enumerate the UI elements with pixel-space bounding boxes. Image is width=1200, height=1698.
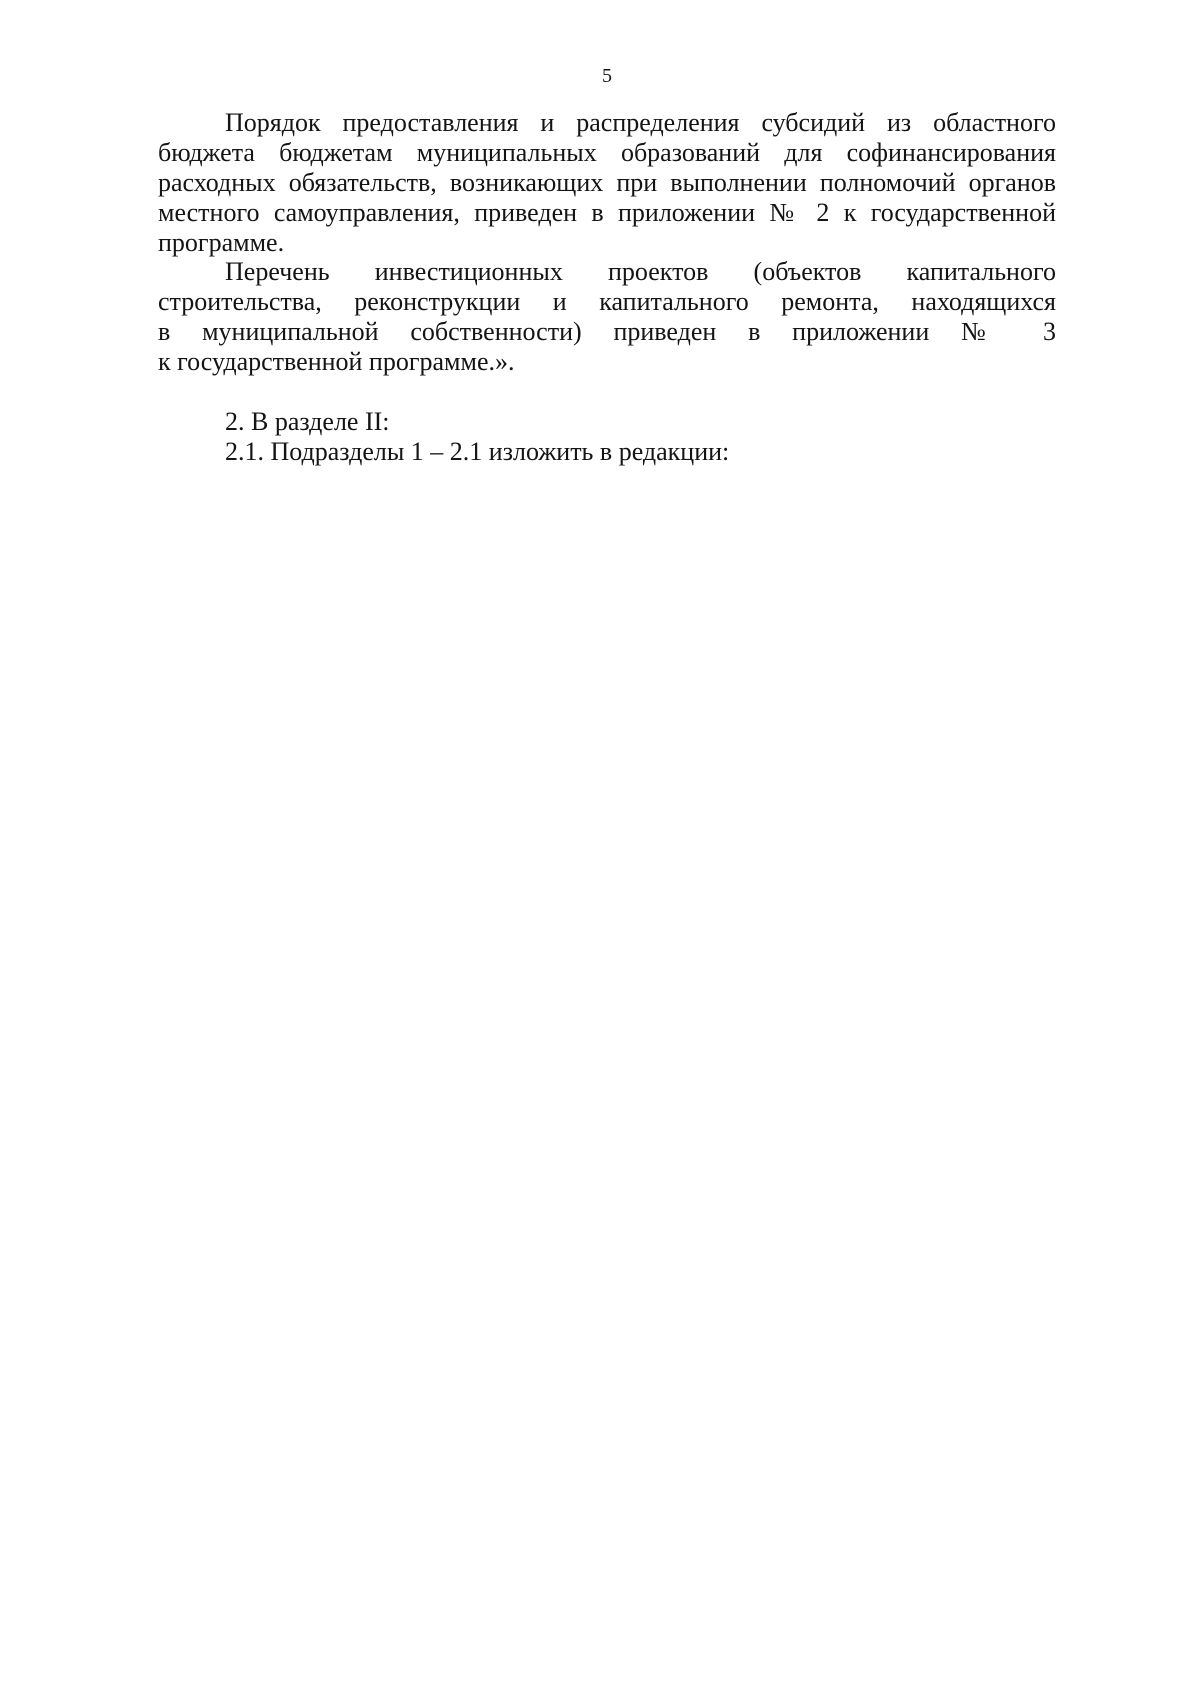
- paragraph-investment-projects: [158, 257, 1056, 377]
- paragraph-line: бюджета бюджетам муниципальных образований для софинансирования: [158, 137, 1056, 167]
- paragraph-line: к государственной программе.».: [158, 347, 515, 377]
- amendment-item-subsections: 2.1. Подразделы 1 – 2.1 изложить в редакции:: [225, 436, 730, 466]
- document-body: [158, 108, 1056, 467]
- amendment-items: [158, 407, 1056, 467]
- paragraph-line: местного самоуправления, приведен в приложении № 2 к государственной: [158, 197, 1056, 227]
- paragraph-line: программе.: [158, 227, 285, 257]
- paragraph-line: расходных обязательств, возникающих при выполнении полномочий органов: [158, 167, 1056, 197]
- page-number: 5: [602, 65, 612, 87]
- paragraph-line: в муниципальной собственности) приведен в приложении № 3: [158, 317, 1056, 347]
- paragraph-line: строительства, реконструкции и капитального ремонта, находящихся: [158, 287, 1056, 317]
- paragraph-line: Порядок предоставления и распределения субсидий из областного: [225, 108, 1056, 137]
- paragraph-subsidy-procedure: [158, 108, 1056, 257]
- amendment-item-section: 2. В разделе II:: [225, 406, 390, 436]
- paragraph-line: Перечень инвестиционных проектов (объектов капитального: [225, 257, 1056, 287]
